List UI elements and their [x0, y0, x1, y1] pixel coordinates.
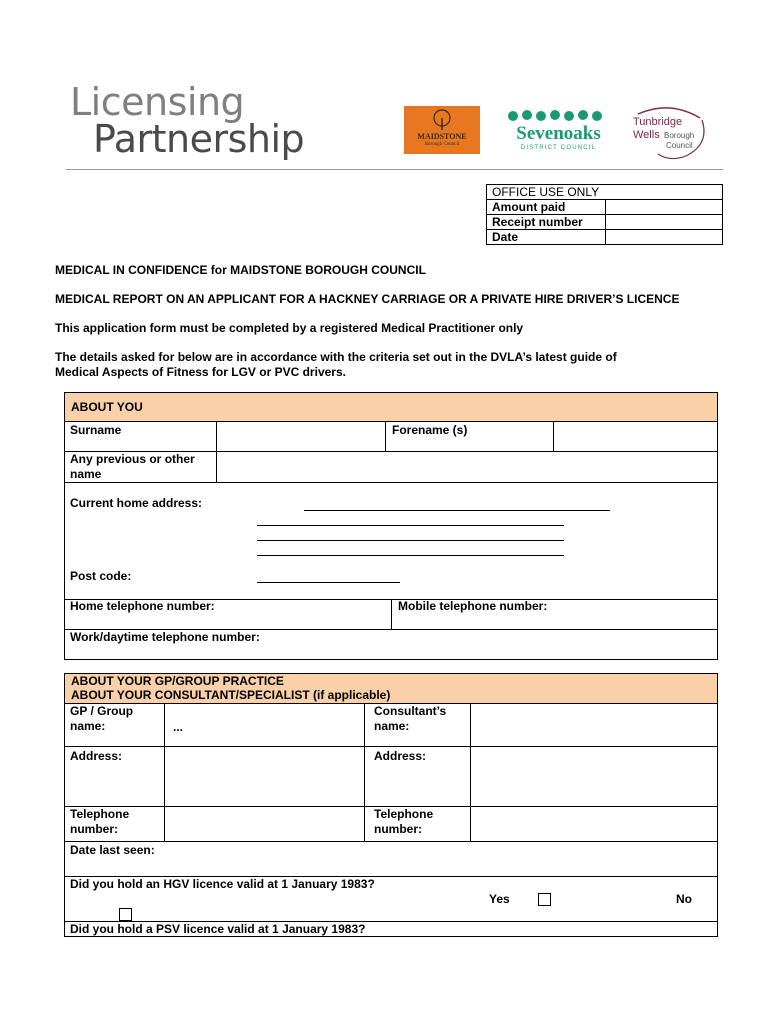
sevenoaks-logo-sub: DISTRICT COUNCIL — [520, 145, 597, 151]
surname-label: Surname — [70, 423, 122, 437]
previous-name-input[interactable] — [216, 451, 718, 483]
mobile-phone-label: Mobile telephone number: — [398, 599, 548, 613]
gp-title: ABOUT YOUR GP/GROUP PRACTICE — [71, 674, 284, 688]
about-you-header — [64, 392, 718, 422]
details-text-line1: The details asked for below are in accordance with the criteria set out in the DVLA’s latest guide of — [55, 350, 617, 364]
tunbridge-logo-line1: Tunbridge — [633, 116, 683, 128]
confidential-heading: MEDICAL IN CONFIDENCE for MAIDSTONE BOROUGH COUNCIL — [55, 263, 426, 277]
office-row-label: Receipt number — [487, 215, 606, 230]
gp-section — [64, 673, 718, 938]
home-phone-label: Home telephone number: — [70, 599, 215, 613]
gp-name-label-line2: name: — [70, 719, 106, 733]
office-use-table — [486, 184, 723, 245]
gp-phone-label-line1: Telephone — [70, 807, 130, 821]
consultant-title: ABOUT YOUR CONSULTANT/SPECIALIST (if applicable) — [71, 688, 391, 702]
tunbridge-logo-line4: Council — [666, 141, 693, 150]
address-line-2[interactable] — [257, 525, 564, 526]
about-you-title: ABOUT YOU — [71, 400, 143, 414]
consultant-name-label-line2: name: — [374, 719, 410, 733]
previous-name-label-line2: name — [70, 467, 102, 481]
address-line-4[interactable] — [257, 555, 564, 556]
consultant-address-input[interactable] — [470, 746, 718, 807]
hgv-no-label: No — [676, 892, 692, 906]
address-label: Current home address: — [70, 496, 203, 510]
gp-phone-input[interactable] — [164, 806, 365, 842]
tunbridge-logo-line3: Borough — [664, 131, 695, 140]
gp-name-value: ... — [173, 720, 184, 734]
maidstone-logo-sub: Borough Council — [424, 142, 460, 147]
report-title: MEDICAL REPORT ON AN APPLICANT FOR A HACKNEY CARRIAGE OR A PRIVATE HIRE DRIVER’S LICENCE — [55, 292, 680, 306]
forename-input[interactable] — [553, 421, 718, 452]
consultant-name-input[interactable] — [470, 703, 718, 747]
address-line-3[interactable] — [257, 540, 564, 541]
previous-name-label-line1: Any previous or other — [70, 452, 195, 466]
surname-input[interactable] — [216, 421, 386, 452]
office-use-title: OFFICE USE ONLY — [487, 185, 723, 200]
gp-address-input[interactable] — [164, 746, 365, 807]
date-last-seen-cell[interactable] — [64, 841, 718, 877]
licensing-logo-line2: Partnership — [93, 117, 305, 161]
psv-question: Did you hold a PSV licence valid at 1 January 1983? — [70, 922, 366, 936]
sevenoaks-logo-name: Sevenoaks — [516, 123, 601, 144]
tunbridge-logo-line2: Wells — [633, 129, 660, 141]
date-last-seen-label: Date last seen: — [70, 843, 155, 857]
consultant-address-label: Address: — [374, 749, 427, 763]
consultant-name-label-line1: Consultant’s — [374, 704, 447, 718]
tunbridge-wells-logo — [630, 104, 710, 162]
about-you-section — [64, 392, 718, 660]
gp-header — [64, 673, 718, 704]
consultant-phone-label-line1: Telephone — [374, 807, 434, 821]
work-phone-label: Work/daytime telephone number: — [70, 630, 260, 644]
postcode-line[interactable] — [257, 582, 400, 583]
amount-paid-field[interactable] — [606, 200, 723, 215]
gp-address-label: Address: — [70, 749, 123, 763]
hgv-no-checkbox[interactable] — [119, 908, 132, 921]
office-row-label: Date — [487, 230, 606, 245]
consultant-phone-input[interactable] — [470, 806, 718, 842]
maidstone-logo-name: MAIDSTONE — [417, 132, 467, 141]
office-row-label: Amount paid — [487, 200, 606, 215]
gp-name-input[interactable] — [164, 703, 365, 747]
date-field[interactable] — [606, 230, 723, 245]
header-divider — [66, 169, 723, 170]
consultant-phone-label-line2: number: — [374, 822, 422, 836]
gp-name-label-line1: GP / Group — [70, 704, 134, 718]
tree-icon — [404, 106, 480, 132]
postcode-label: Post code: — [70, 569, 132, 583]
licensing-logo-line1: Licensing — [70, 80, 245, 124]
address-line-1[interactable] — [304, 510, 610, 511]
forename-label: Forename (s) — [392, 423, 468, 437]
sevenoaks-logo — [501, 109, 616, 157]
details-text-line2: Medical Aspects of Fitness for LGV or PVC drivers. — [55, 365, 346, 379]
gp-phone-label-line2: number: — [70, 822, 118, 836]
hgv-question: Did you hold an HGV licence valid at 1 January 1983? — [70, 877, 375, 891]
instruction-text: This application form must be completed by a registered Medical Practitioner only — [55, 321, 524, 335]
receipt-number-field[interactable] — [606, 215, 723, 230]
hgv-yes-checkbox[interactable] — [538, 893, 551, 906]
hgv-yes-label: Yes — [489, 892, 510, 906]
maidstone-logo — [404, 106, 480, 154]
